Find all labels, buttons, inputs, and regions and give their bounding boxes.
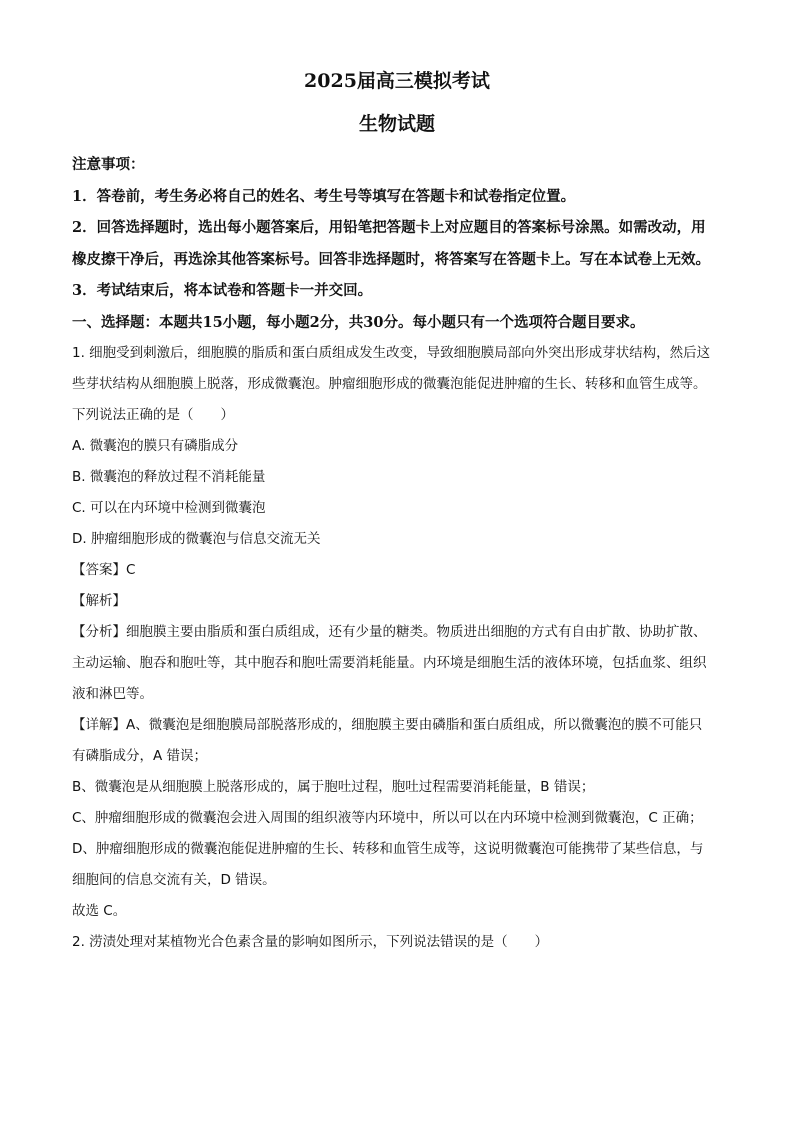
question-1-detail-d: D、肿瘤细胞形成的微囊泡能促进肿瘤的生长、转移和血管生成等，这说明微囊泡可能携带了某些信息，与细胞间的信息交流有关，D 错误。 <box>72 841 704 888</box>
question-1-option-d: D. 肿瘤细胞形成的微囊泡与信息交流无关 <box>72 531 321 547</box>
section-heading: 一、选择题：本题共15小题，每小题2分，共30分。每小题只有一个选项符合题目要求。 <box>72 313 645 331</box>
notice-heading: 注意事项： <box>72 156 145 173</box>
question-1-detail-c: C、肿瘤细胞形成的微囊泡会进入周围的组织液等内环境中，所以可以在内环境中检测到微囊泡，C 正确； <box>72 810 703 826</box>
notice-item-1: 1．答卷前，考生务必将自己的姓名、考生号等填写在答题卡和试卷指定位置。 <box>72 187 576 205</box>
question-1-stem: 1. 细胞受到刺激后，细胞膜的脂质和蛋白质组成发生改变，导致细胞膜局部向外突出形成芽状结构，然后这些芽状结构从细胞膜上脱落，形成微囊泡。肿瘤细胞形成的微囊泡能促进肿瘤的生长、转移和血管生成等。下列说法正确的是（ ） <box>72 345 711 423</box>
document-body <box>72 149 714 958</box>
exam-subtitle: 生物试题 <box>358 113 435 135</box>
question-1-conclusion: 故选 C。 <box>72 903 127 919</box>
question-1-analysis-label: 【解析】 <box>72 593 126 609</box>
question-1-detail-a: 【详解】A、微囊泡是细胞膜局部脱落形成的，细胞膜主要由磷脂和蛋白质组成，所以微囊泡的膜不可能只有磷脂成分，A 错误； <box>72 717 703 764</box>
notice-item-2: 2．回答选择题时，选出每小题答案后，用铅笔把答题卡上对应题目的答案标号涂黑。如需改动，用橡皮擦干净后，再选涂其他答案标号。回答非选择题时，将答案写在答题卡上。写在本试卷上无效。 <box>72 219 710 268</box>
question-2-stem: 2. 涝渍处理对某植物光合色素含量的影响如图所示，下列说法错误的是（ ） <box>72 934 549 950</box>
notice-item-3: 3．考试结束后，将本试卷和答题卡一并交回。 <box>72 282 373 299</box>
question-1-answer: 【答案】C <box>72 562 136 578</box>
exam-title: 2025届高三模拟考试 <box>304 70 490 92</box>
question-1-option-c: C. 可以在内环境中检测到微囊泡 <box>72 500 266 516</box>
question-1-fenxi: 【分析】细胞膜主要由脂质和蛋白质组成，还有少量的糖类。物质进出细胞的方式有自由扩散、协助扩散、主动运输、胞吞和胞吐等，其中胞吞和胞吐需要消耗能量。内环境是细胞生活的液体环境，包括血浆、组织液和淋巴等。 <box>72 624 707 702</box>
question-1-detail-b: B、微囊泡是从细胞膜上脱落形成的，属于胞吐过程，胞吐过程需要消耗能量，B 错误； <box>72 779 595 795</box>
question-1-option-b: B. 微囊泡的释放过程不消耗能量 <box>72 469 266 485</box>
question-1-option-a: A. 微囊泡的膜只有磷脂成分 <box>72 438 239 454</box>
